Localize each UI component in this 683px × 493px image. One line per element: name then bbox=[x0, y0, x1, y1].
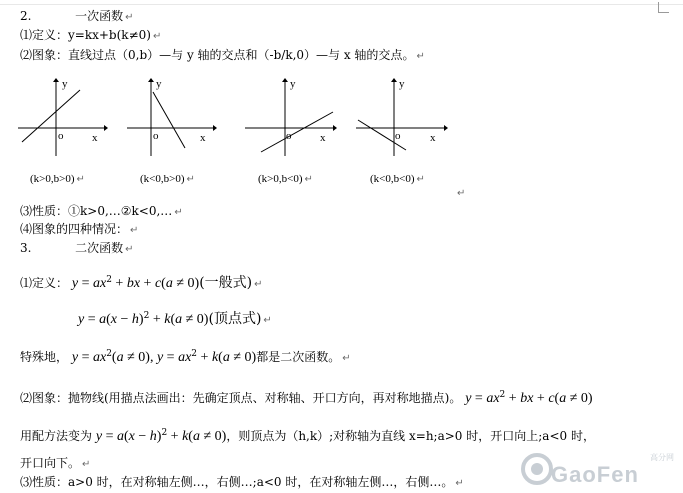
special-suffix: 都是二次函数。 bbox=[256, 350, 341, 364]
linear-graph-description bbox=[20, 47, 425, 65]
paragraph-mark-icon: ↵ bbox=[152, 31, 162, 42]
linear-properties bbox=[20, 203, 183, 221]
linear-definition-text: ⑴定义：y=kx+b(k≠0) bbox=[20, 28, 151, 42]
quadratic-graph-description: ⑵图象：抛物线(用描点法画出：先确定顶点、对称轴、开口方向，再对称地描点)。 $y = ax^2$ + bx + c(a ≠ 0) bbox=[20, 390, 593, 406]
quadratic-graph-text: ⑵图象：抛物线(用描点法画出：先确定顶点、对称轴、开口方向，再对称地描点)。 bbox=[20, 391, 462, 405]
paragraph-mark-icon: ↵ bbox=[304, 174, 313, 185]
watermark-logo-icon bbox=[520, 452, 554, 486]
section-3-heading bbox=[20, 240, 134, 258]
paragraph-mark-icon: ↵ bbox=[416, 51, 425, 62]
section-3-title: 二次函数 bbox=[75, 241, 124, 255]
graph-4-caption-text: (k<0,b<0) bbox=[370, 173, 415, 185]
completing-square-prefix: 用配方法变为 bbox=[20, 429, 93, 443]
section-2-title: 一次函数 bbox=[75, 9, 124, 23]
completing-square: 用配方法变为 $y = a(x - h)^2 + k(a \ne 0)$，则顶点为（h,k）;对称轴为直线 x=h;a>0 时，开口向上;a<0 时， bbox=[20, 428, 595, 444]
linear-properties-text: ⑶性质：①k>0,…②k<0,… bbox=[20, 204, 173, 218]
page-corner-marker bbox=[658, 2, 669, 13]
graph-2-caption bbox=[140, 173, 195, 185]
quadratic-definition-general: ⑴定义： $y = ax^2$ + bx + c(a ≠ 0)(一般式) ↵ bbox=[20, 275, 263, 291]
paragraph-mark-icon: ↵ bbox=[416, 174, 425, 185]
graph-4-x-label: x bbox=[430, 132, 436, 144]
quadratic-properties-text: ⑶性质：a>0 时，在对称轴左侧…，右侧…;a<0 时，在对称轴左侧…，右侧…。 bbox=[20, 475, 454, 489]
paragraph-mark-icon: ↵ bbox=[342, 353, 351, 364]
graph-4-origin-label: o bbox=[395, 130, 401, 142]
paragraph-mark-icon: ↵ bbox=[125, 244, 134, 255]
graph-2-caption-text: (k<0,b>0) bbox=[140, 173, 185, 185]
linear-graph-4 bbox=[356, 78, 448, 158]
graph-3-caption bbox=[258, 173, 313, 185]
graph-1-y-label: y bbox=[62, 78, 68, 90]
paragraph-mark-icon: ↵ bbox=[125, 12, 134, 23]
paragraph-mark-icon: ↵ bbox=[76, 174, 85, 185]
linear-graph-3 bbox=[245, 78, 337, 158]
watermark-small-text: 高分网 bbox=[650, 453, 674, 462]
completing-square-suffix: ，则顶点为（h,k）;对称轴为直线 x=h;a>0 时，开口向上;a<0 时， bbox=[226, 429, 595, 443]
linear-four-cases bbox=[20, 221, 138, 239]
graph-1-origin-label: o bbox=[58, 130, 64, 142]
paragraph-mark-icon: ↵ bbox=[186, 174, 195, 185]
graphs-row-end-mark bbox=[455, 184, 465, 202]
quadratic-definition-label: ⑴定义： bbox=[20, 276, 69, 290]
special-prefix: 特殊地， bbox=[20, 350, 69, 364]
graph-3-origin-label: o bbox=[286, 130, 292, 142]
paragraph-mark-icon: ↵ bbox=[263, 315, 272, 326]
section-2-number: 2. bbox=[20, 9, 32, 23]
quadratic-definition-vertex: $y = a(x - h)^2 + k(a \ne 0)$(顶点式) ↵ bbox=[78, 311, 272, 327]
graph-2-origin-label: o bbox=[153, 130, 159, 142]
page-top-rule bbox=[0, 4, 683, 5]
graph-3-x-label: x bbox=[320, 132, 326, 144]
graph-1-caption-text: (k>0,b>0) bbox=[30, 173, 75, 185]
general-form-note: (一般式) bbox=[199, 275, 253, 291]
paragraph-mark-icon: ↵ bbox=[82, 459, 91, 470]
section-2-heading bbox=[20, 8, 134, 26]
graph-2-x-label: x bbox=[200, 132, 206, 144]
paragraph-mark-icon: ↵ bbox=[130, 225, 139, 236]
watermark-text: GaoFen bbox=[551, 462, 639, 487]
opening-down-text: 开口向下。 bbox=[20, 456, 81, 470]
graph-1-caption bbox=[30, 173, 85, 185]
graph-3-y-label: y bbox=[290, 78, 296, 90]
quadratic-properties bbox=[20, 474, 464, 492]
graph-4-y-label: y bbox=[399, 78, 405, 90]
graph-4-caption bbox=[370, 173, 425, 185]
opening-down-line bbox=[20, 455, 90, 473]
general-form-formula: y bbox=[71, 276, 79, 291]
linear-four-cases-text: ⑷图象的四种情况： bbox=[20, 222, 129, 236]
graph-2-y-label: y bbox=[156, 78, 162, 90]
quadratic-special-cases: 特殊地， $y = ax^2(a \ne 0)$, $y = ax^2 + k(a \ne 0)$都是二次函数。 ↵ bbox=[20, 349, 351, 365]
paragraph-mark-icon: ↵ bbox=[254, 279, 263, 290]
graph-1-x-label: x bbox=[92, 132, 98, 144]
vertex-form-note: (顶点式) bbox=[208, 311, 262, 327]
graph-3-caption-text: (k>0,b<0) bbox=[258, 173, 303, 185]
vertex-form-formula: y bbox=[78, 312, 85, 327]
section-3-number: 3. bbox=[20, 241, 32, 255]
linear-graph-text: ⑵图象：直线过点（0,b）—与 y 轴的交点和（-b/k,0）—与 x 轴的交点。 bbox=[20, 48, 415, 62]
linear-graph-1 bbox=[18, 78, 108, 158]
paragraph-mark-icon: ↵ bbox=[457, 188, 466, 199]
paragraph-mark-icon: ↵ bbox=[174, 207, 183, 218]
linear-definition bbox=[20, 27, 161, 45]
linear-graph-2 bbox=[127, 78, 217, 158]
paragraph-mark-icon: ↵ bbox=[455, 478, 464, 489]
